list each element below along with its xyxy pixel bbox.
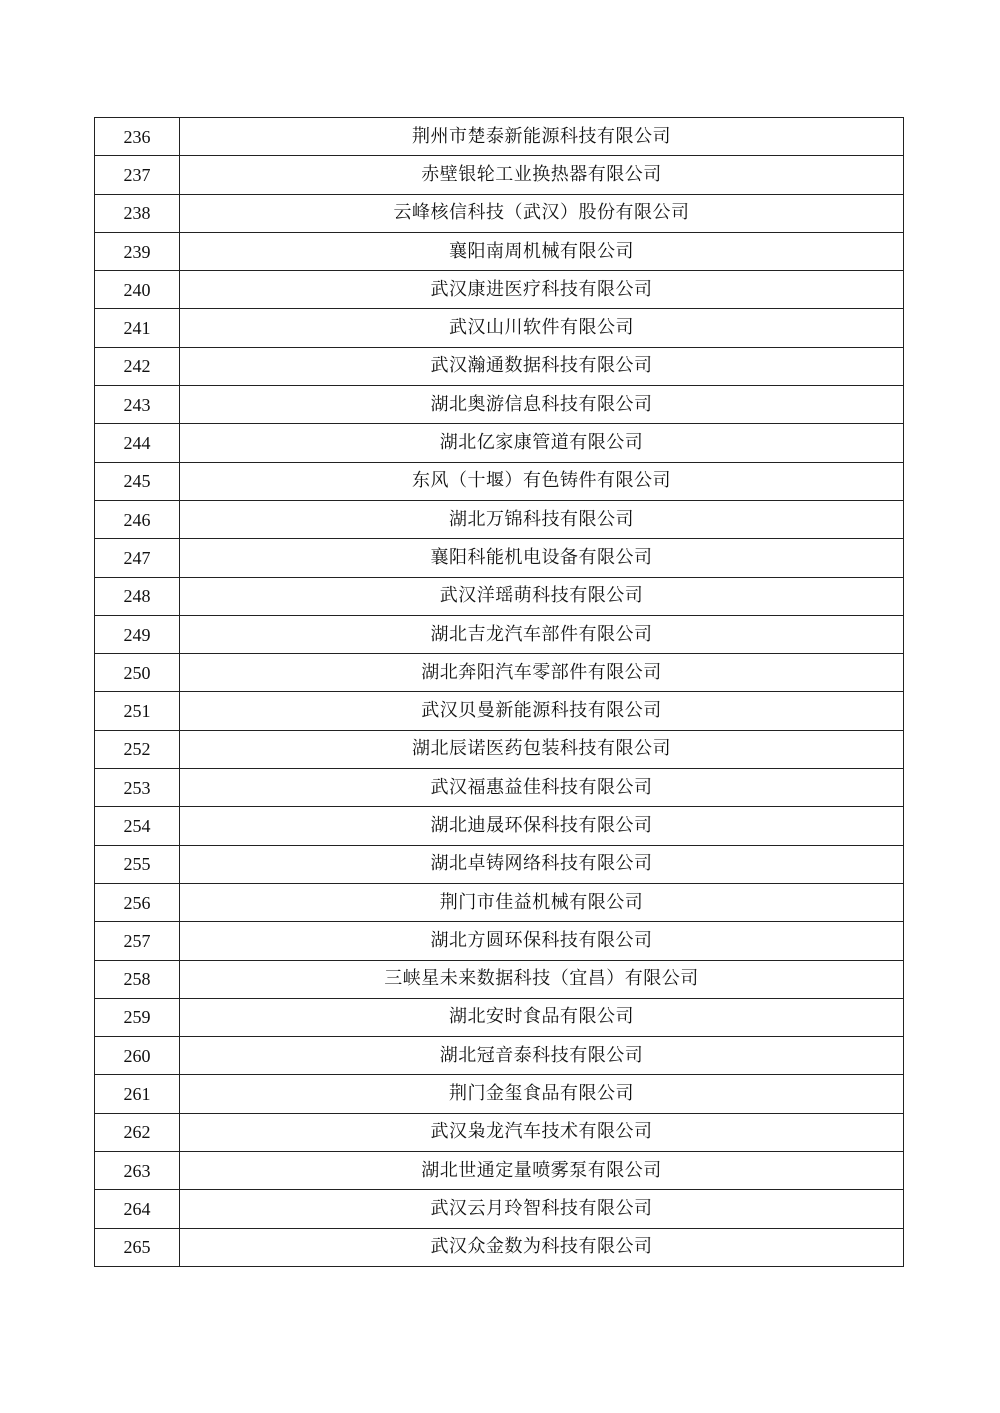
row-number: 261 <box>95 1075 180 1113</box>
company-name: 襄阳科能机电设备有限公司 <box>180 539 904 577</box>
table-row <box>95 309 904 347</box>
row-number: 254 <box>95 807 180 845</box>
company-name: 湖北吉龙汽车部件有限公司 <box>180 615 904 653</box>
table-row <box>95 807 904 845</box>
company-name: 湖北亿家康管道有限公司 <box>180 424 904 462</box>
company-list-table <box>94 117 904 1267</box>
row-number: 237 <box>95 156 180 194</box>
company-name: 湖北安时食品有限公司 <box>180 998 904 1036</box>
table-row <box>95 960 904 998</box>
company-name: 湖北奔阳汽车零部件有限公司 <box>180 654 904 692</box>
row-number: 250 <box>95 654 180 692</box>
company-name: 湖北卓铸网络科技有限公司 <box>180 845 904 883</box>
table-row <box>95 118 904 156</box>
company-name: 三峡星未来数据科技（宜昌）有限公司 <box>180 960 904 998</box>
table-row <box>95 998 904 1036</box>
company-name: 武汉福惠益佳科技有限公司 <box>180 769 904 807</box>
company-name: 武汉康进医疗科技有限公司 <box>180 271 904 309</box>
company-name: 湖北冠音泰科技有限公司 <box>180 1037 904 1075</box>
company-name: 武汉枭龙汽车技术有限公司 <box>180 1113 904 1151</box>
row-number: 264 <box>95 1190 180 1228</box>
company-name: 湖北迪晟环保科技有限公司 <box>180 807 904 845</box>
row-number: 240 <box>95 271 180 309</box>
company-name: 云峰核信科技（武汉）股份有限公司 <box>180 194 904 232</box>
row-number: 249 <box>95 615 180 653</box>
row-number: 248 <box>95 577 180 615</box>
company-name: 荆门金玺食品有限公司 <box>180 1075 904 1113</box>
table-row <box>95 922 904 960</box>
table-row <box>95 156 904 194</box>
company-name: 湖北方圆环保科技有限公司 <box>180 922 904 960</box>
table-row <box>95 1152 904 1190</box>
table-row <box>95 1190 904 1228</box>
company-name: 东风（十堰）有色铸件有限公司 <box>180 462 904 500</box>
row-number: 260 <box>95 1037 180 1075</box>
row-number: 243 <box>95 386 180 424</box>
table-row <box>95 577 904 615</box>
company-name: 湖北奥游信息科技有限公司 <box>180 386 904 424</box>
table-row <box>95 1228 904 1266</box>
table-row <box>95 615 904 653</box>
table-row <box>95 424 904 462</box>
table-row <box>95 1113 904 1151</box>
table-row <box>95 1037 904 1075</box>
row-number: 257 <box>95 922 180 960</box>
company-name: 武汉山川软件有限公司 <box>180 309 904 347</box>
row-number: 262 <box>95 1113 180 1151</box>
company-name: 武汉贝曼新能源科技有限公司 <box>180 692 904 730</box>
table-row <box>95 845 904 883</box>
table-row <box>95 883 904 921</box>
company-name: 武汉瀚通数据科技有限公司 <box>180 347 904 385</box>
table-row <box>95 347 904 385</box>
company-name: 武汉洋瑶萌科技有限公司 <box>180 577 904 615</box>
company-name: 湖北辰诺医药包装科技有限公司 <box>180 730 904 768</box>
table-row <box>95 1075 904 1113</box>
table-row <box>95 386 904 424</box>
row-number: 256 <box>95 883 180 921</box>
company-name: 荆州市楚泰新能源科技有限公司 <box>180 118 904 156</box>
row-number: 265 <box>95 1228 180 1266</box>
company-name: 赤壁银轮工业换热器有限公司 <box>180 156 904 194</box>
table-row <box>95 654 904 692</box>
row-number: 258 <box>95 960 180 998</box>
table-row <box>95 462 904 500</box>
table-row <box>95 730 904 768</box>
row-number: 239 <box>95 232 180 270</box>
row-number: 251 <box>95 692 180 730</box>
table-row <box>95 271 904 309</box>
table-row <box>95 539 904 577</box>
row-number: 245 <box>95 462 180 500</box>
row-number: 263 <box>95 1152 180 1190</box>
row-number: 253 <box>95 769 180 807</box>
row-number: 259 <box>95 998 180 1036</box>
row-number: 244 <box>95 424 180 462</box>
company-name: 襄阳南周机械有限公司 <box>180 232 904 270</box>
row-number: 238 <box>95 194 180 232</box>
company-name: 湖北万锦科技有限公司 <box>180 500 904 538</box>
row-number: 252 <box>95 730 180 768</box>
row-number: 247 <box>95 539 180 577</box>
table-row <box>95 232 904 270</box>
table-row <box>95 500 904 538</box>
row-number: 241 <box>95 309 180 347</box>
company-name: 荆门市佳益机械有限公司 <box>180 883 904 921</box>
table-row <box>95 769 904 807</box>
company-name: 武汉众金数为科技有限公司 <box>180 1228 904 1266</box>
table-row <box>95 692 904 730</box>
company-name: 武汉云月玲智科技有限公司 <box>180 1190 904 1228</box>
row-number: 242 <box>95 347 180 385</box>
table-body <box>95 118 904 1267</box>
row-number: 246 <box>95 500 180 538</box>
company-name: 湖北世通定量喷雾泵有限公司 <box>180 1152 904 1190</box>
table-row <box>95 194 904 232</box>
row-number: 236 <box>95 118 180 156</box>
row-number: 255 <box>95 845 180 883</box>
